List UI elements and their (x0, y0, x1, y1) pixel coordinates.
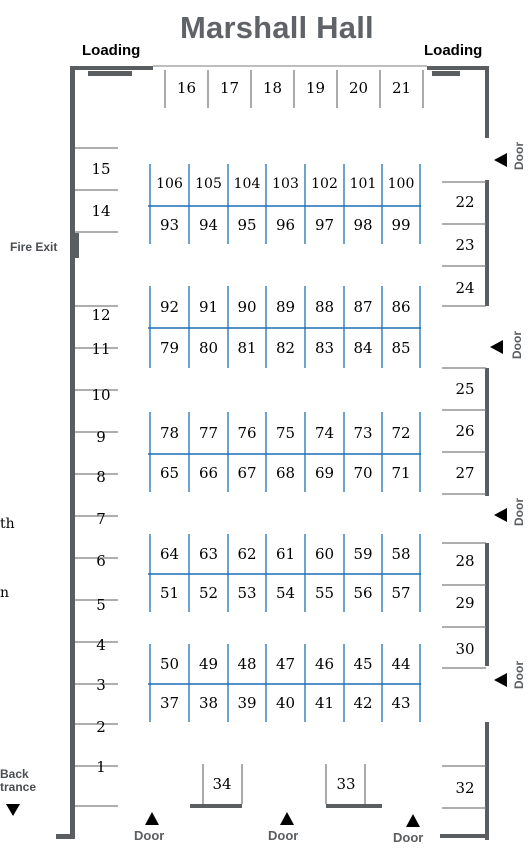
booth-93[interactable]: 93 (159, 216, 180, 234)
booth-61[interactable]: 61 (275, 545, 296, 563)
booth-17[interactable]: 17 (219, 79, 240, 97)
booth-98[interactable]: 98 (353, 216, 373, 234)
booth-73[interactable]: 73 (353, 424, 373, 442)
booth-55[interactable]: 55 (314, 584, 335, 602)
booth-29[interactable]: 29 (455, 594, 475, 612)
booth-67[interactable]: 67 (237, 464, 257, 482)
booth-104[interactable]: 104 (233, 176, 261, 192)
booth-9[interactable]: 9 (96, 428, 106, 446)
fire-exit-label: Fire Exit (10, 240, 58, 254)
back-entrance-label: Back trance (0, 767, 37, 794)
booth-27[interactable]: 27 (455, 464, 475, 482)
loading-label-left: Loading (82, 42, 141, 59)
booth-76[interactable]: 76 (237, 424, 257, 442)
booth-34[interactable]: 34 (212, 775, 232, 793)
door-label: Door (510, 331, 524, 359)
booth-50[interactable]: 50 (159, 655, 180, 673)
loading-label-right: Loading (424, 42, 483, 59)
booth-59[interactable]: 59 (353, 545, 373, 563)
booth-80[interactable]: 80 (198, 339, 219, 357)
booth-72[interactable]: 72 (391, 424, 411, 442)
booth-6[interactable]: 6 (96, 552, 106, 570)
booth-26[interactable]: 26 (455, 422, 475, 440)
booth-54[interactable]: 54 (275, 584, 296, 602)
booth-49[interactable]: 49 (198, 655, 219, 673)
booth-64[interactable]: 64 (159, 545, 180, 563)
booth-102[interactable]: 102 (311, 176, 338, 192)
booth-52[interactable]: 52 (198, 584, 219, 602)
booth-5[interactable]: 5 (96, 596, 106, 614)
booth-19[interactable]: 19 (305, 79, 326, 97)
booth-81[interactable]: 81 (237, 339, 257, 357)
booth-16[interactable]: 16 (176, 79, 197, 97)
booth-86[interactable]: 86 (391, 298, 411, 316)
booth-41[interactable]: 41 (314, 694, 335, 712)
booth-1[interactable]: 1 (96, 758, 106, 776)
booth-85[interactable]: 85 (391, 339, 411, 357)
booth-91[interactable]: 91 (198, 298, 219, 316)
booth-65[interactable]: 65 (159, 464, 180, 482)
booth-88[interactable]: 88 (314, 298, 335, 316)
booth-94[interactable]: 94 (198, 216, 219, 234)
booth-87[interactable]: 87 (353, 298, 373, 316)
booth-84[interactable]: 84 (353, 339, 373, 357)
cut-off-text: n (0, 585, 10, 601)
door-label: Door (512, 142, 526, 170)
booth-40[interactable]: 40 (275, 694, 296, 712)
booth-100[interactable]: 100 (387, 176, 415, 192)
booth-37[interactable]: 37 (159, 694, 180, 712)
booth-56[interactable]: 56 (353, 584, 373, 602)
booth-57[interactable]: 57 (391, 584, 411, 602)
booth-69[interactable]: 69 (314, 464, 335, 482)
hall-title: Marshall Hall (180, 10, 374, 45)
booth-2[interactable]: 2 (96, 718, 106, 736)
cut-off-text: th (0, 516, 15, 532)
booth-70[interactable]: 70 (353, 464, 373, 482)
booth-48[interactable]: 48 (237, 655, 257, 673)
booth-89[interactable]: 89 (275, 298, 296, 316)
booth-32[interactable]: 32 (455, 779, 475, 797)
door-label: Door (512, 498, 526, 526)
booth-71[interactable]: 71 (391, 464, 411, 482)
booth-103[interactable]: 103 (272, 176, 299, 192)
booth-78[interactable]: 78 (159, 424, 180, 442)
booth-63[interactable]: 63 (198, 545, 219, 563)
booth-68[interactable]: 68 (275, 464, 296, 482)
booth-45[interactable]: 45 (353, 655, 373, 673)
booth-74[interactable]: 74 (314, 424, 335, 442)
booth-79[interactable]: 79 (159, 339, 180, 357)
booth-62[interactable]: 62 (237, 545, 257, 563)
booth-39[interactable]: 39 (237, 694, 257, 712)
booth-43[interactable]: 43 (391, 694, 411, 712)
booth-75[interactable]: 75 (275, 424, 296, 442)
booth-42[interactable]: 42 (353, 694, 373, 712)
booth-30[interactable]: 30 (455, 640, 475, 658)
door-label: Door (512, 661, 526, 689)
booth-53[interactable]: 53 (237, 584, 257, 602)
booth-83[interactable]: 83 (314, 339, 335, 357)
booth-7[interactable]: 7 (96, 510, 106, 528)
booth-46[interactable]: 46 (314, 655, 335, 673)
door-label: Door (393, 830, 424, 845)
booth-10[interactable]: 10 (91, 386, 111, 404)
booth-25[interactable]: 25 (455, 380, 475, 398)
door-label: Door (134, 828, 165, 843)
booth-18[interactable]: 18 (262, 79, 283, 97)
booth-51[interactable]: 51 (159, 584, 180, 602)
booth-95[interactable]: 95 (237, 216, 257, 234)
booth-38[interactable]: 38 (198, 694, 219, 712)
booth-47[interactable]: 47 (275, 655, 296, 673)
booth-22[interactable]: 22 (455, 193, 475, 211)
booth-101[interactable]: 101 (349, 176, 377, 192)
booth-96[interactable]: 96 (275, 216, 296, 234)
booth-21[interactable]: 21 (391, 79, 412, 97)
booth-106[interactable]: 106 (156, 176, 183, 192)
booth-11[interactable]: 11 (91, 340, 111, 358)
booth-28[interactable]: 28 (455, 552, 475, 570)
booth-3[interactable]: 3 (96, 676, 106, 694)
booth-60[interactable]: 60 (314, 545, 335, 563)
booth-77[interactable]: 77 (198, 424, 219, 442)
booth-4[interactable]: 4 (96, 636, 106, 654)
booth-24[interactable]: 24 (455, 279, 475, 297)
booth-20[interactable]: 20 (348, 79, 369, 97)
booth-92[interactable]: 92 (159, 298, 180, 316)
booth-14[interactable]: 14 (91, 202, 111, 220)
booth-105[interactable]: 105 (195, 176, 222, 192)
booth-97[interactable]: 97 (314, 216, 335, 234)
booth-82[interactable]: 82 (275, 339, 296, 357)
booth-66[interactable]: 66 (198, 464, 219, 482)
booth-23[interactable]: 23 (455, 236, 475, 254)
booth-58[interactable]: 58 (391, 545, 411, 563)
booth-44[interactable]: 44 (391, 655, 411, 673)
booth-12[interactable]: 12 (91, 306, 111, 324)
booth-90[interactable]: 90 (237, 298, 257, 316)
door-label: Door (268, 828, 299, 843)
booth-15[interactable]: 15 (91, 160, 111, 178)
booth-8[interactable]: 8 (96, 468, 106, 486)
booth-99[interactable]: 99 (391, 216, 411, 234)
booth-33[interactable]: 33 (336, 775, 356, 793)
